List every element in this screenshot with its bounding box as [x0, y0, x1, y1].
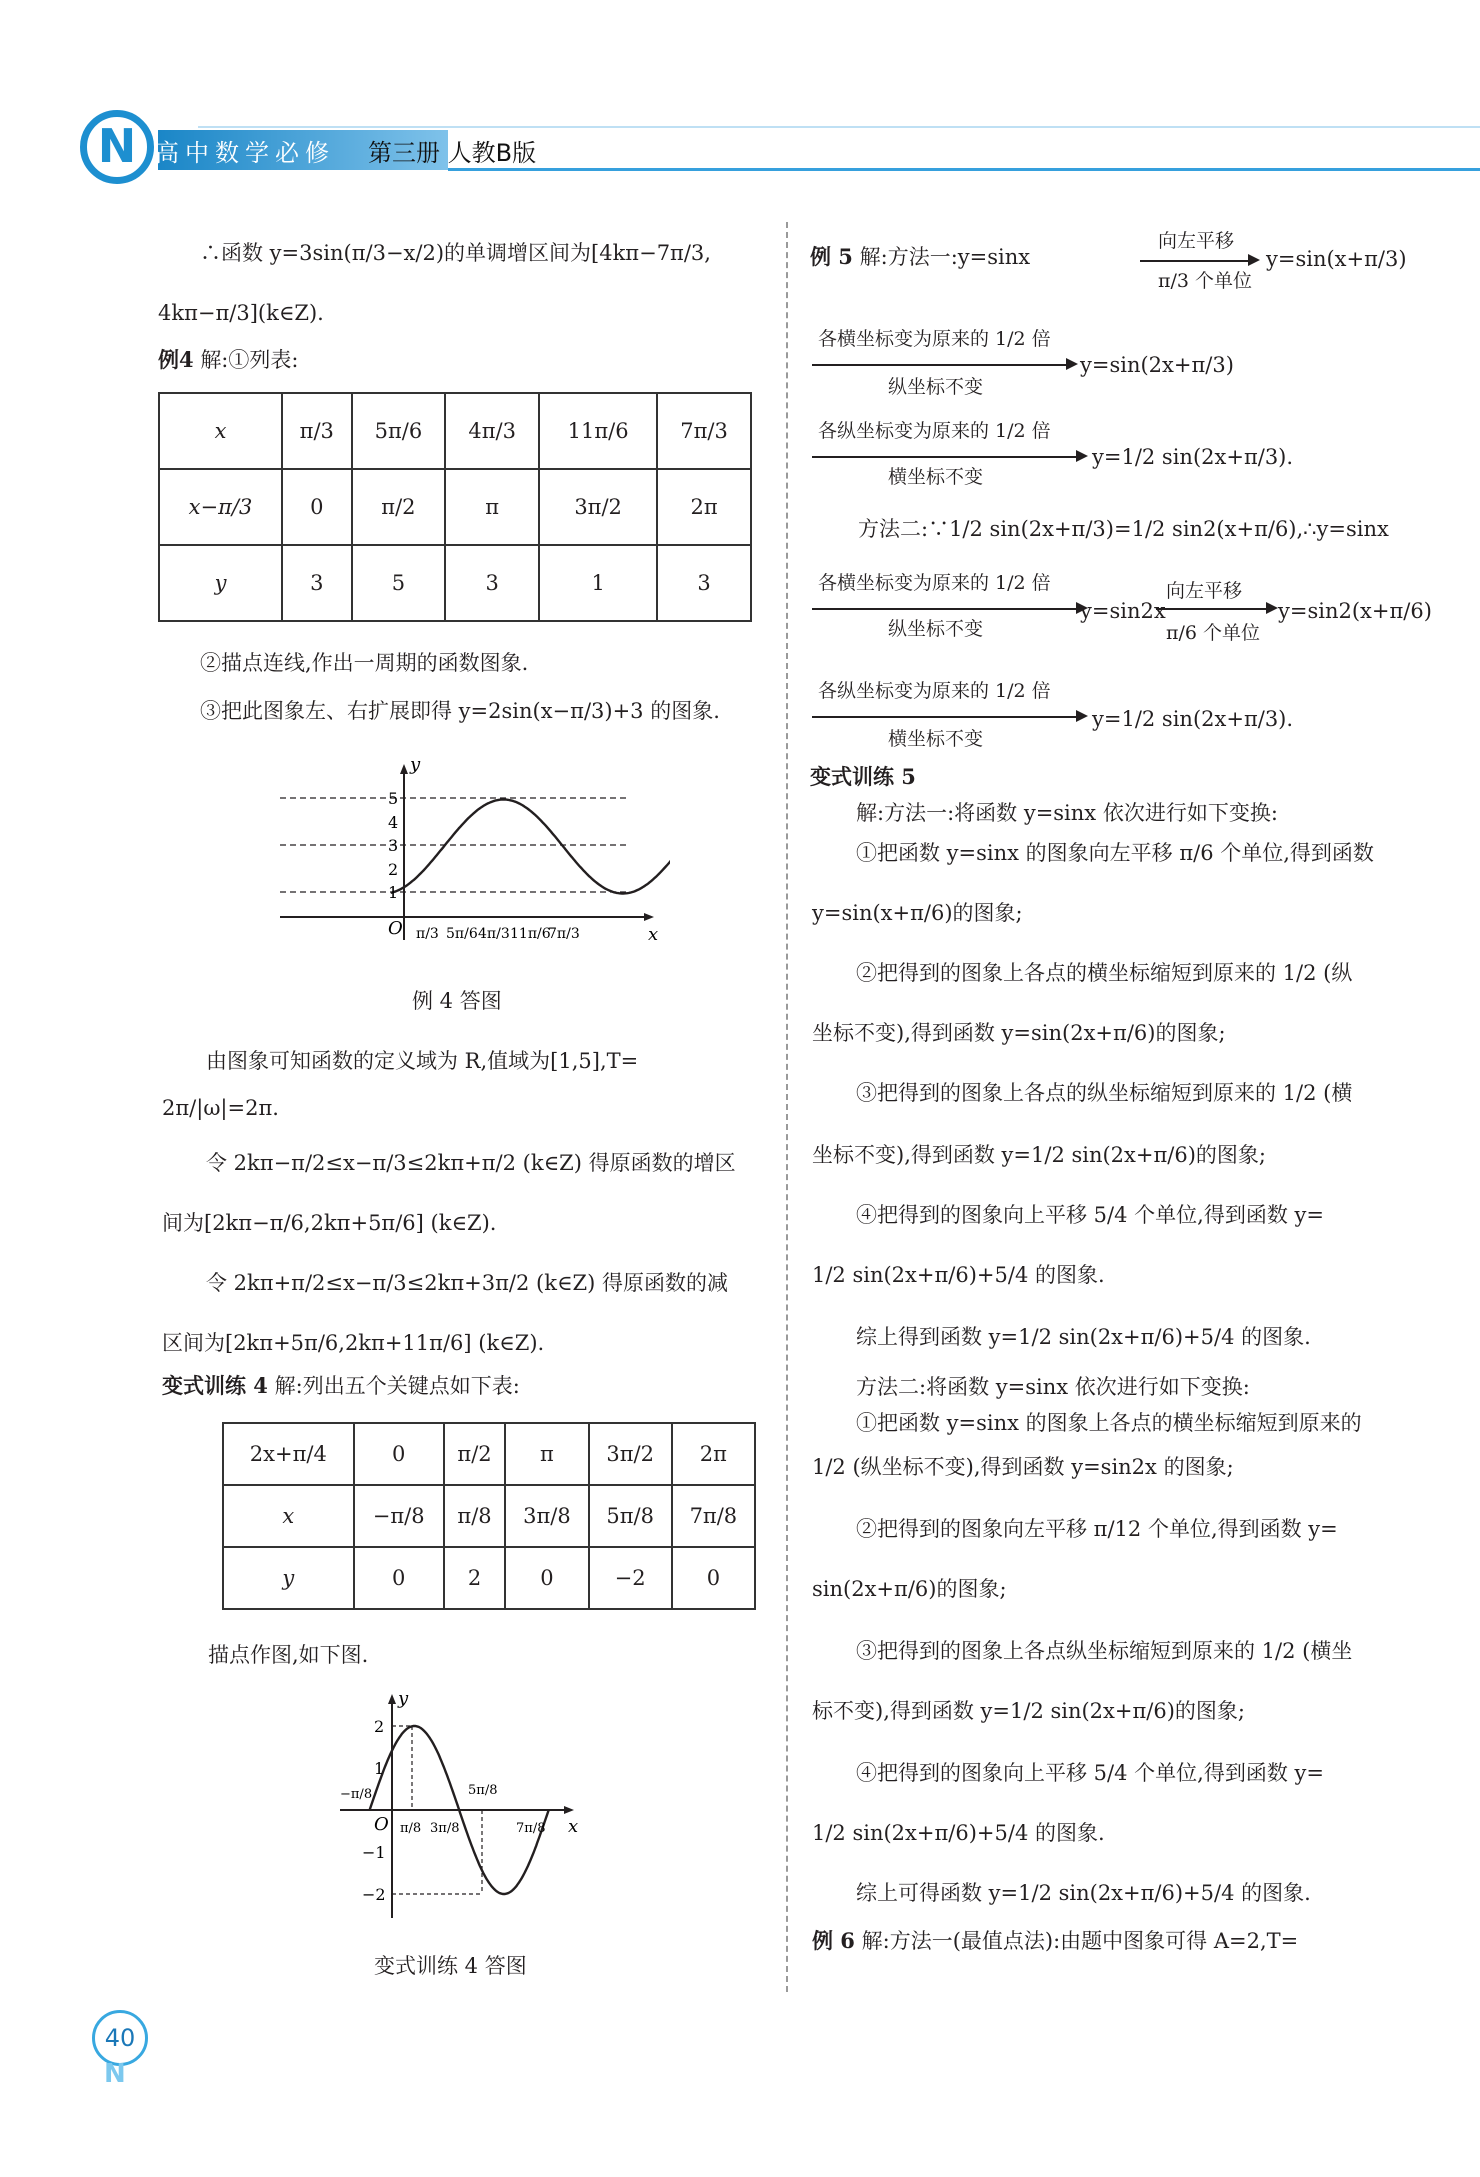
table-cell: 7π/3 [657, 393, 751, 469]
table-cell: π [505, 1423, 588, 1485]
x-tick-label: π/3 [416, 926, 439, 942]
table-cell: 2 [444, 1547, 506, 1609]
table-cell: 5 [352, 545, 446, 621]
table-cell: 3π/2 [539, 469, 657, 545]
variant-4-heading [162, 1371, 520, 1401]
transform-3-bottom: 横坐标不变 [888, 466, 984, 488]
variant-5-line: ②把得到的图象向左平移 π/12 个单位,得到函数 y= [856, 1517, 1338, 1541]
transform-1-top: 向左平移 [1158, 230, 1235, 252]
transform-arrow [812, 456, 1076, 458]
example-4-heading [158, 345, 298, 375]
table-cell: 3 [445, 545, 539, 621]
variant-5-heading: 变式训练 5 [810, 764, 916, 789]
table-cell: x−π/3 [159, 469, 282, 545]
origin-label: O [374, 1814, 389, 1835]
transform-5-bottom: 横坐标不变 [888, 728, 984, 750]
column-divider [786, 222, 788, 1992]
table-row [223, 1423, 755, 1485]
transform-5-top: 各纵坐标变为原来的 1/2 倍 [818, 680, 1051, 702]
y-tick-label: 1 [374, 1759, 385, 1778]
figure-example-4 [270, 760, 670, 950]
transform-arrow [812, 364, 1066, 366]
example-5-heading [810, 242, 1030, 272]
x-axis-label: x [568, 1816, 579, 1837]
paragraph-decrease: 令 2kπ+π/2≤x−π/3≤2kπ+3π/2 (k∈Z) 得原函数的减 [206, 1271, 728, 1295]
figure-2-caption: 变式训练 4 答图 [374, 1954, 527, 1978]
paragraph-range: 由图象可知函数的定义域为 R,值域为[1,5],T= [206, 1049, 639, 1073]
table-cell: π/3 [282, 393, 352, 469]
transform-3-result: y=1/2 sin(2x+π/3). [1092, 445, 1294, 469]
table-row [223, 1485, 755, 1547]
x-tick-label: 7π/3 [548, 926, 580, 942]
footer-logo: N [104, 2059, 126, 2089]
arrow-head-icon [1076, 450, 1088, 462]
step-2-text: ②描点连线,作出一周期的函数图象. [200, 651, 529, 675]
variant-5-line: ③把得到的图象上各点的纵坐标缩短到原来的 1/2 (横 [856, 1081, 1353, 1105]
header-rule [448, 168, 1480, 171]
variant-5-line: 坐标不变),得到函数 y=1/2 sin(2x+π/6)的图象; [812, 1143, 1266, 1167]
table-cell: 3π/8 [505, 1485, 588, 1547]
variant-5-line: ④把得到的图象向上平移 5/4 个单位,得到函数 y= [856, 1761, 1324, 1785]
table-cell: x [159, 393, 282, 469]
table-row [159, 469, 751, 545]
table-cell: −2 [589, 1547, 672, 1609]
header-top-line [198, 126, 1480, 128]
table-row [223, 1547, 755, 1609]
variant-5-line: 1/2 (纵坐标不变),得到函数 y=sin2x 的图象; [812, 1455, 1234, 1479]
table-example-4 [158, 392, 752, 622]
example-4-text: 解:①列表: [200, 348, 299, 372]
volume-title: 第三册 人教B版 [368, 139, 537, 167]
x-tick-label: π/8 [400, 1821, 422, 1836]
variant-5-line: ①把函数 y=sinx 的图象上各点的横坐标缩短到原来的 [856, 1411, 1362, 1435]
table-cell: 2x+π/4 [223, 1423, 354, 1485]
y-tick-label: 5 [388, 789, 399, 808]
x-tick-label: −π/8 [340, 1787, 373, 1802]
variant-5-line: 方法二:将函数 y=sinx 依次进行如下变换: [856, 1375, 1250, 1399]
variant-4-text: 解:列出五个关键点如下表: [274, 1374, 520, 1398]
table-variant-4 [222, 1422, 756, 1610]
variant-5-line: ②把得到的图象上各点的横坐标缩短到原来的 1/2 (纵 [856, 961, 1353, 985]
example-6-label: 例 6 [812, 1928, 855, 1953]
table-cell: 4π/3 [445, 393, 539, 469]
table-cell: y [223, 1547, 354, 1609]
x-tick-label: 3π/8 [430, 1821, 460, 1836]
transform-2-top: 各横坐标变为原来的 1/2 倍 [818, 328, 1051, 350]
variant-5-line: 标不变),得到函数 y=1/2 sin(2x+π/6)的图象; [812, 1699, 1245, 1723]
table-row [159, 393, 751, 469]
transform-2-bottom: 纵坐标不变 [888, 376, 984, 398]
example-5-label: 例 5 [810, 244, 853, 269]
y-axis-label: y [398, 1690, 409, 1709]
book-logo: N [80, 110, 154, 184]
sine-curve [391, 800, 670, 894]
table-cell: y [159, 545, 282, 621]
transform-4-top-2: 向左平移 [1166, 580, 1243, 602]
transform-4-bottom: 纵坐标不变 [888, 618, 984, 640]
arrow-head-icon [1248, 254, 1260, 266]
variant-5-line: 1/2 sin(2x+π/6)+5/4 的图象. [812, 1821, 1105, 1845]
table-cell: 0 [354, 1547, 444, 1609]
variant-5-line: y=sin(x+π/6)的图象; [812, 901, 1023, 925]
table-cell: π/8 [444, 1485, 506, 1547]
y-tick-label: 4 [388, 813, 399, 832]
x-tick-label: 5π/8 [468, 1783, 498, 1798]
figure-1-caption: 例 4 答图 [412, 989, 502, 1013]
transform-2-result: y=sin(2x+π/3) [1080, 353, 1234, 377]
table-cell: 5π/6 [352, 393, 446, 469]
x-tick-label: 11π/6 [510, 926, 551, 942]
table-cell: 2π [672, 1423, 755, 1485]
transform-arrow [812, 716, 1076, 718]
table-cell: x [223, 1485, 354, 1547]
arrow-head-icon [1076, 710, 1088, 722]
y-tick-label: −1 [362, 1843, 386, 1862]
variant-5-line: 坐标不变),得到函数 y=sin(2x+π/6)的图象; [812, 1021, 1226, 1045]
table-row [159, 545, 751, 621]
example-4-label: 例4 [158, 347, 194, 372]
x-tick-label: 5π/6 [446, 926, 478, 942]
transform-1-result: y=sin(x+π/3) [1266, 247, 1407, 271]
example-5-text: 解:方法一:y=sinx [859, 245, 1031, 269]
example-6-text: 解:方法一(最值点法):由题中图象可得 A=2,T= [861, 1929, 1299, 1953]
paragraph-range-cont: 2π/|ω|=2π. [162, 1096, 279, 1120]
y-tick-label: 2 [388, 860, 399, 879]
paragraph-increase-cont: 间为[2kπ−π/6,2kπ+5π/6] (k∈Z). [162, 1211, 497, 1235]
transform-4-bottom-2: π/6 个单位 [1166, 622, 1261, 644]
x-axis-arrow-icon [564, 1806, 574, 1814]
transform-5-result: y=1/2 sin(2x+π/3). [1092, 707, 1294, 731]
left-line-1: ∴函数 y=3sin(π/3−x/2)的单调增区间为[4kπ−7π/3, [200, 241, 711, 265]
arrow-head-icon [1266, 602, 1278, 614]
y-axis-arrow-icon [388, 1694, 396, 1704]
paragraph-increase: 令 2kπ−π/2≤x−π/3≤2kπ+π/2 (k∈Z) 得原函数的增区 [206, 1151, 736, 1175]
x-tick-label: 7π/8 [516, 1821, 546, 1836]
y-axis-arrow-icon [400, 764, 408, 774]
left-line-2: 4kπ−π/3](k∈Z). [158, 301, 324, 325]
transform-arrow [812, 608, 1076, 610]
x-axis-label: x [648, 924, 659, 945]
table-cell: 0 [354, 1423, 444, 1485]
draw-note: 描点作图,如下图. [208, 1643, 369, 1667]
table-cell: 3π/2 [589, 1423, 672, 1485]
table-cell: −π/8 [354, 1485, 444, 1547]
page-number: 40 [92, 2010, 148, 2066]
example-6-heading [812, 1926, 1298, 1956]
table-cell: 0 [282, 469, 352, 545]
paragraph-decrease-cont: 区间为[2kπ+5π/6,2kπ+11π/6] (k∈Z). [162, 1331, 545, 1355]
series-title: 高中数学必修 [155, 139, 335, 167]
variant-5-line: ①把函数 y=sinx 的图象向左平移 π/6 个单位,得到函数 [856, 841, 1374, 865]
table-cell: 0 [672, 1547, 755, 1609]
transform-arrow [1140, 260, 1248, 262]
variant-4-label: 变式训练 4 [162, 1373, 268, 1398]
variant-5-line: 解:方法一:将函数 y=sinx 依次进行如下变换: [856, 801, 1278, 825]
table-cell: 2π [657, 469, 751, 545]
variant-5-line: 综上得到函数 y=1/2 sin(2x+π/6)+5/4 的图象. [856, 1325, 1311, 1349]
transform-4-top: 各横坐标变为原来的 1/2 倍 [818, 572, 1051, 594]
table-cell: 3 [282, 545, 352, 621]
x-tick-label: 4π/3 [478, 926, 510, 942]
transform-4-mid: y=sin2x [1080, 599, 1166, 623]
transform-1-bottom: π/3 个单位 [1158, 270, 1253, 292]
transform-arrow [1156, 608, 1266, 610]
y-axis-label: y [410, 760, 421, 775]
table-cell: 5π/8 [589, 1485, 672, 1547]
y-tick-label: 2 [374, 1717, 385, 1736]
x-axis-arrow-icon [644, 913, 654, 921]
table-cell: 11π/6 [539, 393, 657, 469]
variant-5-line: ④把得到的图象向上平移 5/4 个单位,得到函数 y= [856, 1203, 1324, 1227]
y-tick-label: 1 [388, 883, 399, 902]
variant-5-line: 综上可得函数 y=1/2 sin(2x+π/6)+5/4 的图象. [856, 1881, 1311, 1905]
table-cell: 3 [657, 545, 751, 621]
origin-label: O [388, 918, 403, 939]
table-cell: 1 [539, 545, 657, 621]
y-tick-label: −2 [362, 1885, 386, 1904]
y-tick-label: 3 [388, 836, 399, 855]
figure-variant-4 [330, 1690, 590, 1930]
table-cell: 0 [505, 1547, 588, 1609]
method-2-line: 方法二:∵1/2 sin(2x+π/3)=1/2 sin2(x+π/6),∴y=sinx [858, 517, 1389, 541]
table-cell: π/2 [444, 1423, 506, 1485]
table-cell: π [445, 469, 539, 545]
table-cell: π/2 [352, 469, 446, 545]
variant-5-line: ③把得到的图象上各点纵坐标缩短到原来的 1/2 (横坐 [856, 1639, 1353, 1663]
table-cell: 7π/8 [672, 1485, 755, 1547]
transform-4-result: y=sin2(x+π/6) [1278, 599, 1432, 623]
transform-3-top: 各纵坐标变为原来的 1/2 倍 [818, 420, 1051, 442]
variant-5-line: sin(2x+π/6)的图象; [812, 1577, 1007, 1601]
arrow-head-icon [1066, 358, 1078, 370]
variant-5-line: 1/2 sin(2x+π/6)+5/4 的图象. [812, 1263, 1105, 1287]
step-3-text: ③把此图象左、右扩展即得 y=2sin(x−π/3)+3 的图象. [200, 699, 720, 723]
